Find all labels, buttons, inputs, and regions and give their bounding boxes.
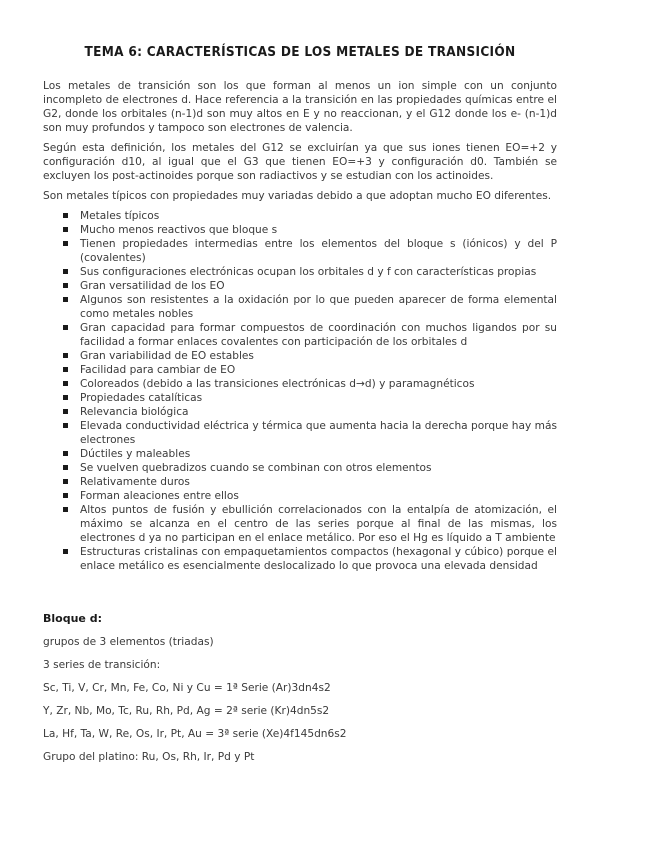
- bullet-icon: [63, 367, 68, 372]
- list-item: Gran capacidad para formar compuestos de coordinación con muchos ligandos por su facilidad a formar enlaces covalentes con participación de los orbitales d: [43, 321, 557, 349]
- document-body: [43, 79, 557, 573]
- properties-list: [43, 209, 557, 573]
- list-item: Metales típicos: [43, 209, 557, 223]
- section-line: grupos de 3 elementos (triadas): [43, 636, 214, 648]
- bullet-icon: [63, 451, 68, 456]
- bullet-icon: [63, 423, 68, 428]
- bullet-icon: [63, 297, 68, 302]
- paragraph: Según esta definición, los metales del G12 se excluirían ya que sus iones tienen EO=+2 y configuración d10, al igual que el G3 que tienen EO=+3 y configuración d0. También se excluyen los post-actinoides porque son radiactivos y se estudian con los actinoides.: [43, 142, 557, 182]
- bullet-icon: [63, 395, 68, 400]
- bullet-icon: [63, 269, 68, 274]
- list-item: Algunos son resistentes a la oxidación por lo que pueden aparecer de forma elemental como metales nobles: [43, 293, 557, 321]
- bloque-d-section: [43, 612, 557, 773]
- bullet-icon: [63, 409, 68, 414]
- bullet-icon: [63, 507, 68, 512]
- bullet-icon: [63, 549, 68, 554]
- list-item: Gran versatilidad de los EO: [43, 279, 557, 293]
- section-line: Grupo del platino: Ru, Os, Rh, Ir, Pd y Pt: [43, 751, 255, 763]
- list-item: Se vuelven quebradizos cuando se combinan con otros elementos: [43, 461, 557, 475]
- bullet-icon: [63, 213, 68, 218]
- list-item: Dúctiles y maleables: [43, 447, 557, 461]
- bullet-icon: [63, 353, 68, 358]
- bullet-icon: [63, 325, 68, 330]
- bullet-icon: [63, 493, 68, 498]
- list-item: Relevancia biológica: [43, 405, 557, 419]
- section-line: La, Hf, Ta, W, Re, Os, Ir, Pt, Au = 3ª serie (Xe)4f145dn6s2: [43, 728, 347, 740]
- list-item: Tienen propiedades intermedias entre los elementos del bloque s (iónicos) y del P (covalentes): [43, 237, 557, 265]
- list-item: Estructuras cristalinas con empaquetamientos compactos (hexagonal y cúbico) porque el enlace metálico es esencialmente deslocalizado lo que provoca una elevada densidad: [43, 545, 557, 573]
- bullet-icon: [63, 241, 68, 246]
- list-item: Altos puntos de fusión y ebullición correlacionados con la entalpía de atomización, el máximo se alcanza en el centro de las series porque al final de las mismas, los electrones d ya no participan en el enlace metálico. Por eso el Hg es líquido a T ambiente: [43, 503, 557, 545]
- list-item: Gran variabilidad de EO estables: [43, 349, 557, 363]
- section-line: Sc, Ti, V, Cr, Mn, Fe, Co, Ni y Cu = 1ª Serie (Ar)3dn4s2: [43, 682, 331, 694]
- list-item: Elevada conductividad eléctrica y térmica que aumenta hacia la derecha porque hay más electrones: [43, 419, 557, 447]
- list-item: Facilidad para cambiar de EO: [43, 363, 557, 377]
- paragraph: Los metales de transición son los que forman al menos un ion simple con un conjunto incompleto de electrones d. Hace referencia a la transición en las propiedades químicas entre el G2, donde los orbitales (n-1)d son muy altos en E y no reaccionan, y el G12 donde los e- (n-1)d son muy profundos y tampoco son electrones de valencia.: [43, 80, 557, 134]
- list-item: Sus configuraciones electrónicas ocupan los orbitales d y f con características propias: [43, 265, 557, 279]
- bullet-icon: [63, 465, 68, 470]
- section-line: 3 series de transición:: [43, 659, 161, 671]
- paragraph: Son metales típicos con propiedades muy variadas debido a que adoptan mucho EO diferentes.: [43, 190, 552, 202]
- list-item: Forman aleaciones entre ellos: [43, 489, 557, 503]
- section-heading: Bloque d:: [43, 612, 102, 625]
- page-title: TEMA 6: CARACTERÍSTICAS DE LOS METALES DE TRANSICIÓN: [84, 44, 516, 60]
- list-item: Mucho menos reactivos que bloque s: [43, 223, 557, 237]
- list-item: Relativamente duros: [43, 475, 557, 489]
- section-line: Y, Zr, Nb, Mo, Tc, Ru, Rh, Pd, Ag = 2ª serie (Kr)4dn5s2: [43, 705, 330, 717]
- list-item: Coloreados (debido a las transiciones electrónicas d→d) y paramagnéticos: [43, 377, 557, 391]
- bullet-icon: [63, 227, 68, 232]
- bullet-icon: [63, 479, 68, 484]
- bullet-icon: [63, 381, 68, 386]
- bullet-icon: [63, 283, 68, 288]
- list-item: Propiedades catalíticas: [43, 391, 557, 405]
